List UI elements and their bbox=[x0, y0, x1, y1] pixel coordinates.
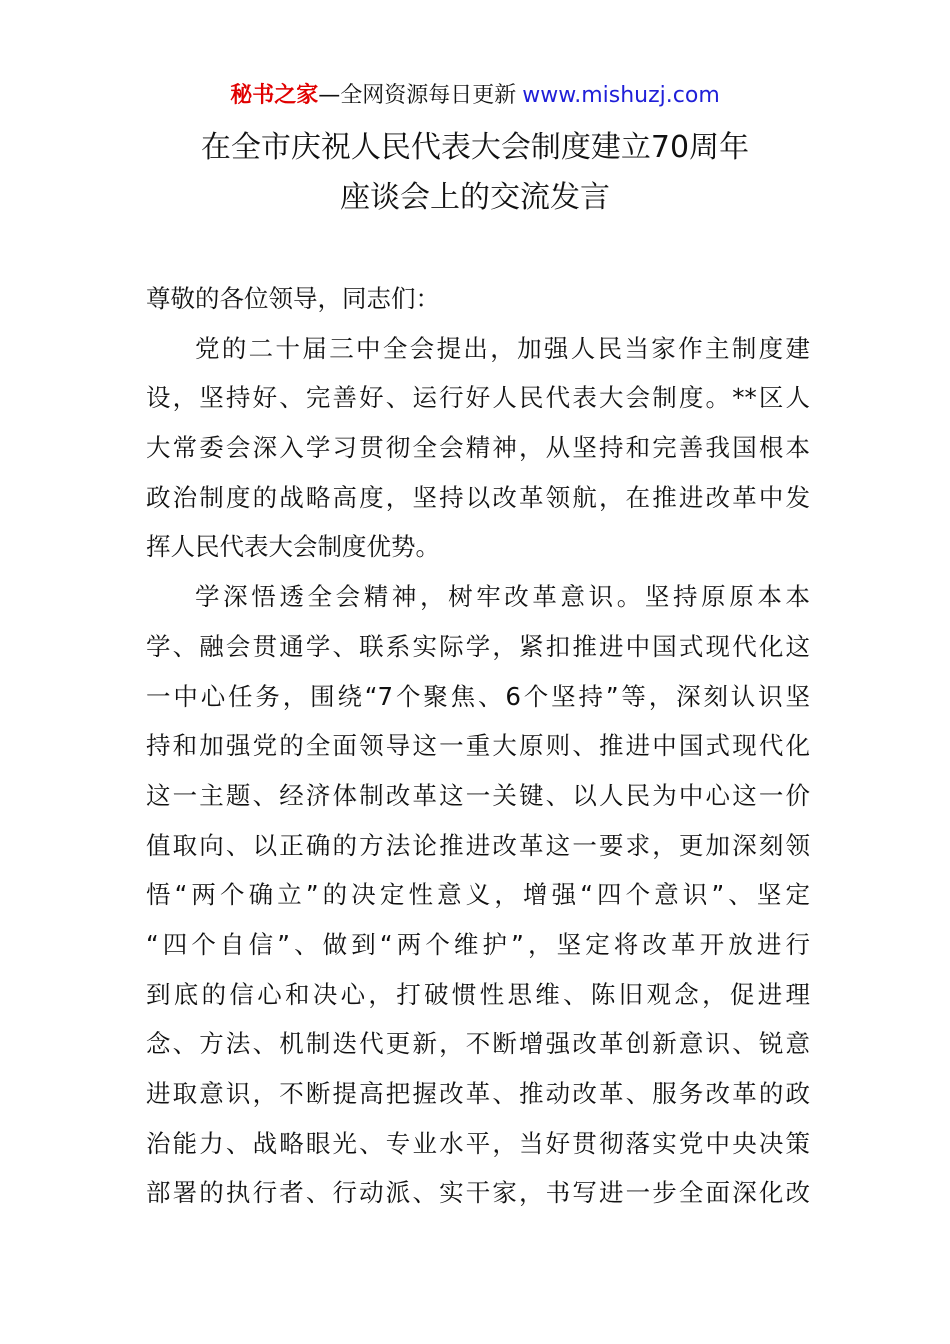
paragraph-line: 学深悟透全会精神，树牢改革意识。坚持原原本本 bbox=[195, 582, 810, 612]
paragraph-line: 学、融会贯通学、联系实际学，紧扣推进中国式现代化这 bbox=[146, 631, 810, 661]
paragraph-line: 念、方法、机制迭代更新，不断增强改革创新意识、锐意 bbox=[146, 1029, 810, 1059]
paragraph-1 bbox=[146, 324, 810, 572]
site-header bbox=[0, 80, 950, 112]
salutation: 尊敬的各位领导，同志们： bbox=[146, 284, 440, 313]
paragraph-line: 挥人民代表大会制度优势。 bbox=[146, 532, 440, 562]
document-title-line-2: 座谈会上的交流发言 bbox=[340, 180, 610, 215]
document-body bbox=[146, 274, 810, 1218]
paragraph-line: 政治制度的战略高度，坚持以改革领航，在推进改革中发 bbox=[146, 482, 810, 512]
paragraph-line: 悟“两个确立”的决定性意义，增强“四个意识”、坚定 bbox=[146, 880, 810, 910]
brand-name: 秘书之家 bbox=[230, 83, 319, 108]
paragraph-line: “四个自信”、做到“两个维护”，坚定将改革开放进行 bbox=[146, 929, 810, 959]
paragraph-line: 值取向、以正确的方法论推进改革这一要求，更加深刻领 bbox=[146, 830, 810, 860]
paragraph-line: 部署的执行者、行动派、实干家，书写进一步全面深化改 bbox=[146, 1178, 810, 1208]
paragraph-line: 持和加强党的全面领导这一重大原则、推进中国式现代化 bbox=[146, 731, 810, 761]
paragraph-line: 一中心任务，围绕“7个聚焦、6个坚持”等，深刻认识坚 bbox=[146, 681, 810, 711]
paragraph-line: 设，坚持好、完善好、运行好人民代表大会制度。**区人 bbox=[146, 383, 810, 413]
header-tagline: —全网资源每日更新 bbox=[318, 83, 517, 108]
paragraph-line: 大常委会深入学习贯彻全会精神，从坚持和完善我国根本 bbox=[146, 433, 810, 463]
paragraph-line: 到底的信心和决心，打破惯性思维、陈旧观念，促进理 bbox=[146, 979, 810, 1009]
paragraph-line: 治能力、战略眼光、专业水平，当好贯彻落实党中央决策 bbox=[146, 1128, 810, 1158]
paragraph-line: 进取意识，不断提高把握改革、推动改革、服务改革的政 bbox=[146, 1079, 810, 1108]
site-url-link[interactable]: www.mishuzj.com bbox=[522, 83, 720, 108]
paragraph-line: 党的二十届三中全会提出，加强人民当家作主制度建 bbox=[195, 333, 810, 363]
document-title-line-1: 在全市庆祝人民代表大会制度建立70周年 bbox=[200, 130, 750, 165]
paragraph-2 bbox=[146, 572, 810, 1218]
paragraph-line: 这一主题、经济体制改革这一关键、以人民为中心这一价 bbox=[146, 780, 810, 810]
